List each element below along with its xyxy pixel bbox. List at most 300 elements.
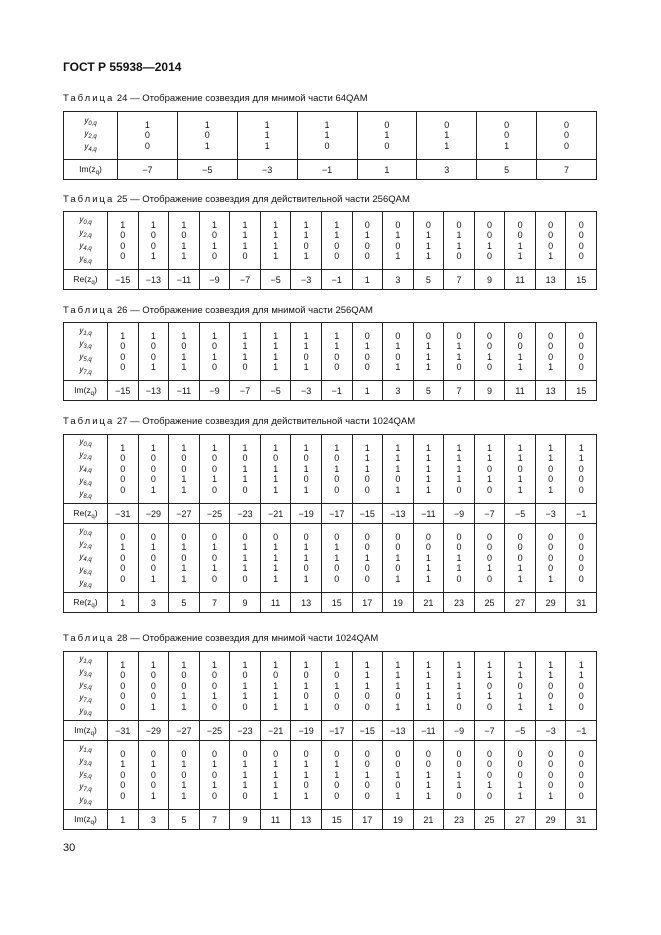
bit-column-cell: [108, 212, 139, 270]
bit-value: 1: [181, 251, 187, 261]
bit-value: 1: [150, 484, 156, 495]
bit-column-cell: [199, 741, 230, 810]
bit-value: 1: [303, 769, 309, 780]
bit-value: 1: [395, 573, 401, 584]
value-cell: 7: [444, 381, 475, 401]
value-cell: −1: [566, 721, 597, 741]
bit-value: 0: [211, 790, 217, 801]
value-cell: 21: [413, 593, 444, 613]
bit-value: 1: [487, 780, 493, 791]
bit-column-cell: [413, 323, 444, 381]
bit-value: 0: [364, 531, 370, 542]
bit-value: 1: [181, 790, 187, 801]
value-row: [64, 160, 597, 180]
bit-column-cell: [505, 212, 536, 270]
bit-value: 0: [303, 780, 309, 791]
bit-value: 1: [425, 341, 431, 351]
bit-value: 0: [364, 474, 370, 485]
bit-value: 0: [334, 573, 340, 584]
bit-value: 1: [211, 780, 217, 791]
bit-value: 1: [242, 330, 248, 341]
bit-column-cell: [291, 323, 322, 381]
value-cell: 9: [474, 270, 505, 290]
bit-column-cell: [138, 435, 169, 504]
bit-value: 1: [456, 230, 462, 240]
bit-value: 1: [303, 790, 309, 801]
bit-value: 1: [487, 240, 493, 251]
value-cell: −3: [535, 504, 566, 524]
bit-labels-cell: [64, 524, 108, 593]
value-cell: −23: [230, 721, 261, 741]
bit-value: 1: [395, 659, 401, 670]
value-cell: 15: [566, 270, 597, 290]
constellation-table: [63, 434, 597, 613]
bit-value: 0: [548, 748, 554, 759]
value-cell: 23: [444, 593, 475, 613]
bit-label: $y_{9,q}$: [79, 705, 92, 717]
bit-column-cell: [321, 741, 352, 810]
bit-value: 0: [150, 563, 156, 574]
bit-value: 1: [456, 563, 462, 574]
bit-value: 0: [548, 531, 554, 542]
bit-value: 0: [456, 790, 462, 801]
bit-value: 0: [364, 351, 370, 362]
bit-value: 1: [242, 230, 248, 240]
value-cell: 15: [321, 810, 352, 830]
bit-value: 1: [273, 701, 279, 712]
bit-value: 1: [364, 552, 370, 563]
bit-value: 0: [487, 542, 493, 553]
bit-value: 0: [211, 573, 217, 584]
bit-label: $y_{5,q}$: [79, 679, 92, 691]
bit-value: 0: [120, 362, 126, 372]
bit-value: 1: [242, 240, 248, 251]
bit-value: 1: [425, 573, 431, 584]
bit-value: 0: [120, 531, 126, 542]
bit-column-cell: [477, 112, 537, 160]
bit-value: 1: [517, 573, 523, 584]
bit-value: 1: [211, 759, 217, 770]
bit-value: 0: [548, 691, 554, 702]
bit-value: 1: [211, 563, 217, 574]
bit-column-cell: [260, 524, 291, 593]
value-cell: 19: [383, 593, 414, 613]
bit-value: 1: [517, 790, 523, 801]
bit-value: 0: [181, 341, 187, 351]
bit-column-cell: [230, 652, 261, 721]
bit-value: 0: [504, 119, 510, 130]
bit-pattern-row: [64, 652, 597, 721]
bit-value: 0: [303, 474, 309, 485]
bit-value: 0: [578, 780, 584, 791]
value-cell: −1: [566, 504, 597, 524]
bit-value: 1: [150, 659, 156, 670]
bit-value: 1: [273, 680, 279, 691]
bit-column-cell: [383, 741, 414, 810]
value-cell: 3: [138, 810, 169, 830]
bit-value: 0: [395, 474, 401, 485]
bit-value: 1: [548, 484, 554, 495]
value-cell: −3: [535, 721, 566, 741]
bit-value: 1: [150, 219, 156, 230]
bit-value: 1: [211, 442, 217, 453]
bit-value: 0: [517, 542, 523, 553]
bit-value: 0: [564, 130, 570, 141]
value-label-cell: $Im(z_q)$: [64, 160, 118, 180]
bit-value: 0: [487, 748, 493, 759]
bit-value: 0: [578, 542, 584, 553]
bit-label: $y_{6,q}$: [79, 475, 92, 487]
bit-value: 0: [211, 463, 217, 474]
value-cell: 5: [477, 160, 537, 180]
bit-value: 1: [364, 453, 370, 464]
bit-value: 0: [578, 330, 584, 341]
value-cell: 27: [505, 593, 536, 613]
bit-column-cell: [444, 212, 475, 270]
table-caption-text: 28 — Отображение созвездия для мнимой части 1024QAM: [114, 633, 379, 644]
bit-value: 0: [578, 790, 584, 801]
bit-value: 1: [273, 330, 279, 341]
value-cell: −11: [169, 381, 200, 401]
bit-value: 0: [120, 341, 126, 351]
bit-value: 1: [487, 474, 493, 485]
value-cell: −5: [260, 381, 291, 401]
bit-value: 0: [324, 140, 330, 151]
value-cell: 7: [199, 593, 230, 613]
bit-value: 0: [242, 573, 248, 584]
value-cell: −7: [118, 160, 178, 180]
bit-value: 1: [548, 251, 554, 261]
bit-value: 1: [425, 484, 431, 495]
bit-column-cell: [474, 524, 505, 593]
bit-value: 1: [242, 659, 248, 670]
bit-value: 1: [517, 563, 523, 574]
value-cell: 19: [383, 810, 414, 830]
bit-value: 0: [150, 230, 156, 240]
bit-value: 1: [273, 484, 279, 495]
bit-value: 1: [181, 351, 187, 362]
bit-value: 1: [548, 362, 554, 372]
document-header: ГОСТ Р 55938—2014: [63, 60, 182, 74]
bit-value: 1: [364, 659, 370, 670]
bit-column-cell: [537, 112, 597, 160]
value-cell: −5: [505, 504, 536, 524]
bit-value: 1: [487, 351, 493, 362]
bit-value: 1: [578, 659, 584, 670]
value-cell: 11: [505, 270, 536, 290]
value-cell: 3: [138, 593, 169, 613]
bit-column-cell: [260, 323, 291, 381]
value-cell: 9: [230, 810, 261, 830]
bit-value: 0: [548, 563, 554, 574]
value-label-cell: $Re(z_q)$: [64, 270, 108, 290]
bit-column-cell: [260, 741, 291, 810]
bit-column-cell: [291, 524, 322, 593]
bit-value: 1: [303, 219, 309, 230]
bit-column-cell: [352, 652, 383, 721]
bit-value: 0: [211, 670, 217, 681]
bit-value: 1: [425, 659, 431, 670]
bit-pattern-row: [64, 524, 597, 593]
bit-value: 0: [120, 351, 126, 362]
value-cell: 27: [505, 810, 536, 830]
bit-value: 1: [425, 769, 431, 780]
bit-value: 0: [364, 691, 370, 702]
value-cell: −7: [230, 270, 261, 290]
bit-value: 1: [273, 769, 279, 780]
bit-value: 0: [548, 341, 554, 351]
bit-value: 0: [334, 240, 340, 251]
bit-value: 0: [517, 330, 523, 341]
value-cell: −21: [260, 721, 291, 741]
bit-value: 0: [517, 531, 523, 542]
bit-value: 0: [242, 453, 248, 464]
bit-value: 0: [150, 552, 156, 563]
bit-value: 0: [204, 130, 210, 141]
bit-column-cell: [444, 652, 475, 721]
bit-value: 1: [517, 251, 523, 261]
bit-value: 1: [264, 140, 270, 151]
bit-value: 0: [395, 330, 401, 341]
bit-column-cell: [108, 652, 139, 721]
bit-value: 0: [456, 542, 462, 553]
constellation-table: [63, 111, 597, 180]
bit-value: 1: [324, 119, 330, 130]
bit-value: 1: [384, 130, 390, 141]
bit-column-cell: [566, 741, 597, 810]
bit-value: 0: [211, 769, 217, 780]
bit-column-cell: [352, 435, 383, 504]
bit-column-cell: [474, 652, 505, 721]
bit-column-cell: [566, 524, 597, 593]
value-cell: −13: [138, 381, 169, 401]
bit-column-cell: [260, 212, 291, 270]
bit-value: 0: [487, 552, 493, 563]
value-cell: 13: [535, 270, 566, 290]
value-cell: 11: [505, 381, 536, 401]
bit-column-cell: [199, 435, 230, 504]
bit-label: $y_{2,q}$: [79, 227, 92, 239]
bit-column-cell: [291, 741, 322, 810]
bit-value: 1: [487, 442, 493, 453]
bit-value: 1: [120, 219, 126, 230]
bit-column-cell: [417, 112, 477, 160]
bit-value: 1: [303, 362, 309, 372]
bit-value: 0: [273, 531, 279, 542]
bit-value: 0: [578, 341, 584, 351]
bit-value: 1: [548, 573, 554, 584]
bit-value: 1: [242, 474, 248, 485]
bit-value: 1: [150, 542, 156, 553]
value-cell: 3: [383, 381, 414, 401]
bit-value: 1: [303, 573, 309, 584]
table-caption-label: Таблица: [63, 93, 115, 104]
bit-value: 0: [487, 484, 493, 495]
bit-value: 0: [548, 330, 554, 341]
value-cell: −15: [352, 721, 383, 741]
value-cell: −11: [413, 504, 444, 524]
bit-value: 1: [150, 362, 156, 372]
bit-value: 1: [242, 759, 248, 770]
value-label-cell: $Im(z_q)$: [64, 381, 108, 401]
bit-value: 1: [150, 759, 156, 770]
bit-column-cell: [321, 435, 352, 504]
bit-value: 0: [517, 748, 523, 759]
bit-value: 1: [425, 552, 431, 563]
bit-value: 1: [150, 330, 156, 341]
bit-value: 1: [150, 573, 156, 584]
bit-value: 1: [120, 442, 126, 453]
value-cell: −27: [169, 504, 200, 524]
bit-column-cell: [474, 212, 505, 270]
bit-value: 0: [487, 769, 493, 780]
value-cell: 15: [566, 381, 597, 401]
bit-value: 0: [120, 670, 126, 681]
bit-value: 0: [578, 463, 584, 474]
bit-value: 0: [456, 748, 462, 759]
value-cell: −7: [474, 504, 505, 524]
bit-value: 1: [578, 453, 584, 464]
bit-column-cell: [357, 112, 417, 160]
bit-column-cell: [321, 212, 352, 270]
bit-value: 0: [425, 748, 431, 759]
bit-value: 0: [487, 362, 493, 372]
bit-value: 1: [456, 659, 462, 670]
bit-value: 1: [273, 351, 279, 362]
table-caption: [63, 93, 368, 104]
bit-value: 1: [242, 769, 248, 780]
value-cell: 7: [199, 810, 230, 830]
value-cell: 7: [444, 270, 475, 290]
value-cell: 1: [352, 381, 383, 401]
bit-value: 1: [242, 563, 248, 574]
value-cell: 31: [566, 593, 597, 613]
bit-column-cell: [474, 741, 505, 810]
bit-value: 0: [181, 748, 187, 759]
bit-value: 0: [487, 759, 493, 770]
bit-value: 1: [517, 240, 523, 251]
bit-column-cell: [108, 524, 139, 593]
bit-value: 0: [273, 670, 279, 681]
bit-value: 1: [548, 790, 554, 801]
bit-value: 0: [578, 240, 584, 251]
bit-value: 1: [456, 453, 462, 464]
bit-value: 0: [395, 542, 401, 553]
value-cell: −1: [321, 270, 352, 290]
value-cell: 13: [291, 593, 322, 613]
bit-column-cell: [169, 435, 200, 504]
bit-value: 0: [303, 531, 309, 542]
bit-label: $y_{4,q}$: [84, 142, 97, 153]
bit-value: 0: [364, 748, 370, 759]
bit-value: 0: [364, 790, 370, 801]
value-cell: 25: [474, 593, 505, 613]
bit-value: 1: [324, 130, 330, 141]
bit-value: 0: [150, 769, 156, 780]
bit-column-cell: [413, 435, 444, 504]
bit-column-cell: [297, 112, 357, 160]
bit-value: 1: [273, 573, 279, 584]
bit-value: 1: [395, 463, 401, 474]
bit-value: 1: [425, 463, 431, 474]
bit-value: 0: [456, 701, 462, 712]
bit-value: 1: [456, 552, 462, 563]
bit-value: 1: [211, 330, 217, 341]
bit-value: 0: [211, 680, 217, 691]
bit-column-cell: [352, 212, 383, 270]
bit-value: 0: [120, 251, 126, 261]
value-cell: −15: [108, 381, 139, 401]
constellation-table: [63, 322, 597, 401]
bit-value: 1: [181, 474, 187, 485]
bit-value: 1: [181, 659, 187, 670]
bit-value: 0: [395, 759, 401, 770]
bit-label: $y_{8,q}$: [79, 488, 92, 500]
bit-value: 1: [242, 691, 248, 702]
bit-value: 1: [303, 341, 309, 351]
bit-column-cell: [291, 435, 322, 504]
bit-column-cell: [321, 652, 352, 721]
bit-value: 1: [548, 701, 554, 712]
bit-value: 1: [425, 453, 431, 464]
bit-value: 1: [181, 563, 187, 574]
bit-label: $y_{2,q}$: [79, 449, 92, 461]
bit-value: 0: [564, 140, 570, 151]
bit-value: 0: [242, 670, 248, 681]
value-cell: −13: [383, 504, 414, 524]
bit-column-cell: [230, 435, 261, 504]
value-cell: −3: [291, 381, 322, 401]
bit-value: 1: [303, 330, 309, 341]
bit-value: 0: [334, 670, 340, 681]
bit-value: 1: [150, 442, 156, 453]
bit-label: $y_{0,q}$: [84, 116, 97, 127]
value-row: [64, 504, 597, 524]
bit-value: 1: [456, 670, 462, 681]
bit-value: 1: [264, 130, 270, 141]
value-cell: 5: [413, 270, 444, 290]
bit-value: 0: [120, 780, 126, 791]
bit-value: 1: [181, 759, 187, 770]
bit-column-cell: [505, 524, 536, 593]
bit-value: 0: [120, 453, 126, 464]
bit-column-cell: [199, 323, 230, 381]
bit-value: 1: [444, 140, 450, 151]
bit-value: 1: [395, 701, 401, 712]
bit-value: 1: [456, 474, 462, 485]
bit-label: $y_{5,q}$: [79, 351, 92, 363]
bit-value: 0: [395, 351, 401, 362]
bit-label: $y_{0,q}$: [79, 525, 92, 537]
value-cell: −1: [321, 381, 352, 401]
bit-column-cell: [169, 323, 200, 381]
bit-column-cell: [108, 741, 139, 810]
bit-value: 1: [303, 701, 309, 712]
bit-value: 0: [517, 769, 523, 780]
bit-value: 1: [334, 769, 340, 780]
bit-column-cell: [108, 435, 139, 504]
bit-value: 0: [517, 552, 523, 563]
bit-value: 1: [211, 240, 217, 251]
bit-column-cell: [413, 652, 444, 721]
bit-value: 1: [273, 230, 279, 240]
bit-pattern-row: [64, 112, 597, 160]
bit-value: 0: [150, 351, 156, 362]
bit-value: 0: [150, 780, 156, 791]
bit-value: 1: [425, 563, 431, 574]
bit-labels-cell: [64, 741, 108, 810]
bit-value: 1: [395, 362, 401, 372]
